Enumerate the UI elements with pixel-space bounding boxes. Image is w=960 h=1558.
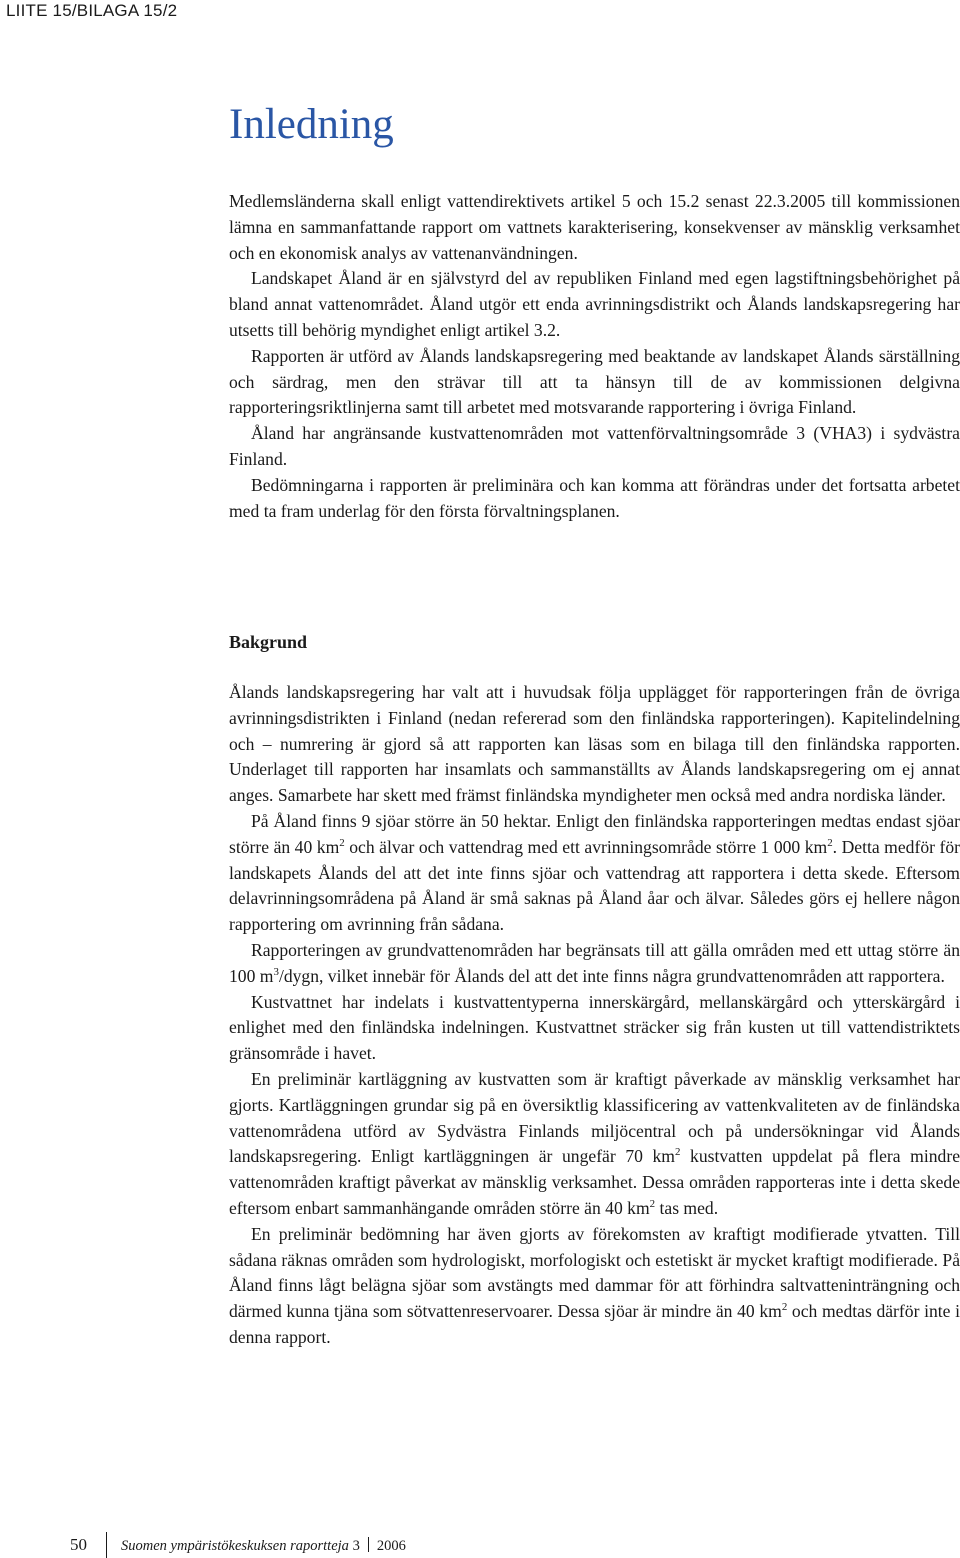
series-name: Suomen ympäristökeskuksen raportteja bbox=[121, 1538, 349, 1554]
background-paragraph bbox=[229, 938, 960, 990]
intro-paragraph: Landskapet Åland är en självstyrd del av republiken Finland med egen lagstiftningsbehörighet på bland annat vattenområdet. Åland utgör ett enda avrinningsdistrikt och Ålands landskapsregering har utsetts till behörig myndighet enligt artikel 3.2. bbox=[229, 268, 960, 340]
page-number: 50 bbox=[70, 1535, 87, 1554]
background-paragraph: Kustvattnet har indelats i kustvattentyperna innerskärgård, mellanskärgård och ytterskärgård i enlighet med den finländska indelningen. Kustvattnet sträcker sig från kusten ut till vattendistriktets gränsområde i havet. bbox=[229, 991, 960, 1064]
superscript: 2 bbox=[827, 836, 833, 849]
text-run: och medtas därför inte i denna rapport. bbox=[229, 1301, 960, 1347]
section-heading-bakgrund: Bakgrund bbox=[229, 632, 308, 652]
appendix-label: LIITE 15/BILAGA 15/2 bbox=[6, 1, 178, 20]
series-title bbox=[121, 1537, 406, 1555]
background-paragraph bbox=[229, 1222, 960, 1351]
background-paragraph bbox=[229, 1067, 960, 1222]
series-year: 2006 bbox=[376, 1538, 406, 1554]
text-run: En preliminär kartläggning av kustvatten som är kraftigt påverkade av mänsklig verksamhet har gjorts. Kartläggningen grundar sig på en översiktlig klassificering av vattenkvaliteten av de finländska vattenområdena utförd av Sydvästra Finlands miljöcentral och på undersökningar vid Ålands landskapsregering. Enligt kartläggningen är ungefär 70 km bbox=[229, 1068, 960, 1167]
superscript: 2 bbox=[649, 1198, 656, 1211]
background-paragraph: Ålands landskapsregering har valt att i huvudsak följa upplägget för rapporteringen från de övriga avrinningsdistrikten i Finland (nedan refererad som den finländska rapporteringen). Kapitelindelning och – numrering är gjord så att rapporten kan läsas som en bilaga till den finländska rapporten. Underlaget till rapporten har insamlats och sammanställts av Ålands landskapsregering om ej annat anges. Samarbete har skett med främst finländska myndigheter men också med andra nordiska länder. bbox=[229, 682, 960, 806]
superscript: 3 bbox=[273, 965, 279, 978]
text-run: Rapporteringen av grundvattenområden har begränsats till att gälla områden med ett uttag större än 100 m bbox=[229, 939, 960, 986]
footer-separator bbox=[368, 1537, 369, 1552]
intro-paragraph: Rapporten är utförd av Ålands landskapsregering med beaktande av landskapet Ålands särställning och särdrag, men den strävar till att ta hänsyn till de av kommissionen delgivna rapporteringsriktlinjerna samt till arbetet med motsvarande rapportering i övriga Finland. bbox=[229, 345, 960, 418]
text-run: På Åland finns 9 sjöar större än 50 hektar. Enligt den finländska rapporteringen medtas endast sjöar större än 40 km bbox=[229, 810, 960, 857]
intro-paragraph: Medlemsländerna skall enligt vattendirektivets artikel 5 och 15.2 senast 22.3.2005 till kommissionen lämna en sammanfattande rapport om vattnets karakterisering, konsekvenser av mänsklig verksamhet och en ekonomisk analys av vattenanvändningen. bbox=[229, 191, 960, 263]
background-section bbox=[229, 680, 960, 1351]
page-title: Inledning bbox=[229, 101, 394, 148]
text-run: En preliminär bedömning har även gjorts av förekomsten av kraftigt modifierade ytvatten. Till sådana räknas områden som hydrologiskt, morfologiskt och estetiskt är mycket kraftigt modifierade. På Åland finns lågt belägna sjöar som avstängts med dammar för att förhindra saltvatteninträngning och därmed kunna tjäna som sötvattenreservoarer. Dessa sjöar är mindre än 40 km bbox=[229, 1223, 960, 1322]
series-issue: 3 bbox=[352, 1538, 360, 1554]
superscript: 2 bbox=[675, 1146, 681, 1159]
footer-divider bbox=[106, 1532, 107, 1558]
superscript: 2 bbox=[339, 836, 345, 849]
text-run: tas med. bbox=[655, 1197, 719, 1218]
text-run: /dygn, vilket innebär för Ålands del att det inte finns några grundvattenområden att rapportera. bbox=[278, 965, 945, 986]
background-paragraph bbox=[229, 809, 960, 938]
page-footer bbox=[0, 1532, 960, 1558]
text-run: . Detta medför för landskapets Ålands del att det inte finns sjöar och vattendrag att rapportera i detta skede. Eftersom delavrinningsområdena på Åland är små saknas på Åland åar och älvar. Således görs ej hellere någon rapportering om avrinning från sådana. bbox=[229, 836, 960, 935]
intro-paragraph: Bedömningarna i rapporten är preliminära och kan komma att förändras under det fortsatta arbetet med ta fram underlag för den första förvaltningsplanen. bbox=[229, 474, 960, 521]
text-run: kustvatten uppdelat på flera mindre vattenområden kraftigt påverkat av mänsklig verksamhet. Dessa områden rapporteras inte i detta skede eftersom enbart sammanhängande områden större än 40 km bbox=[229, 1146, 960, 1218]
superscript: 2 bbox=[781, 1301, 788, 1314]
intro-section bbox=[229, 189, 960, 524]
intro-paragraph: Åland har angränsande kustvattenområden mot vattenförvaltningsområde 3 (VHA3) i sydvästra Finland. bbox=[229, 423, 960, 469]
text-run: och älvar och vattendrag med ett avrinningsområde större 1 000 km bbox=[344, 836, 828, 857]
